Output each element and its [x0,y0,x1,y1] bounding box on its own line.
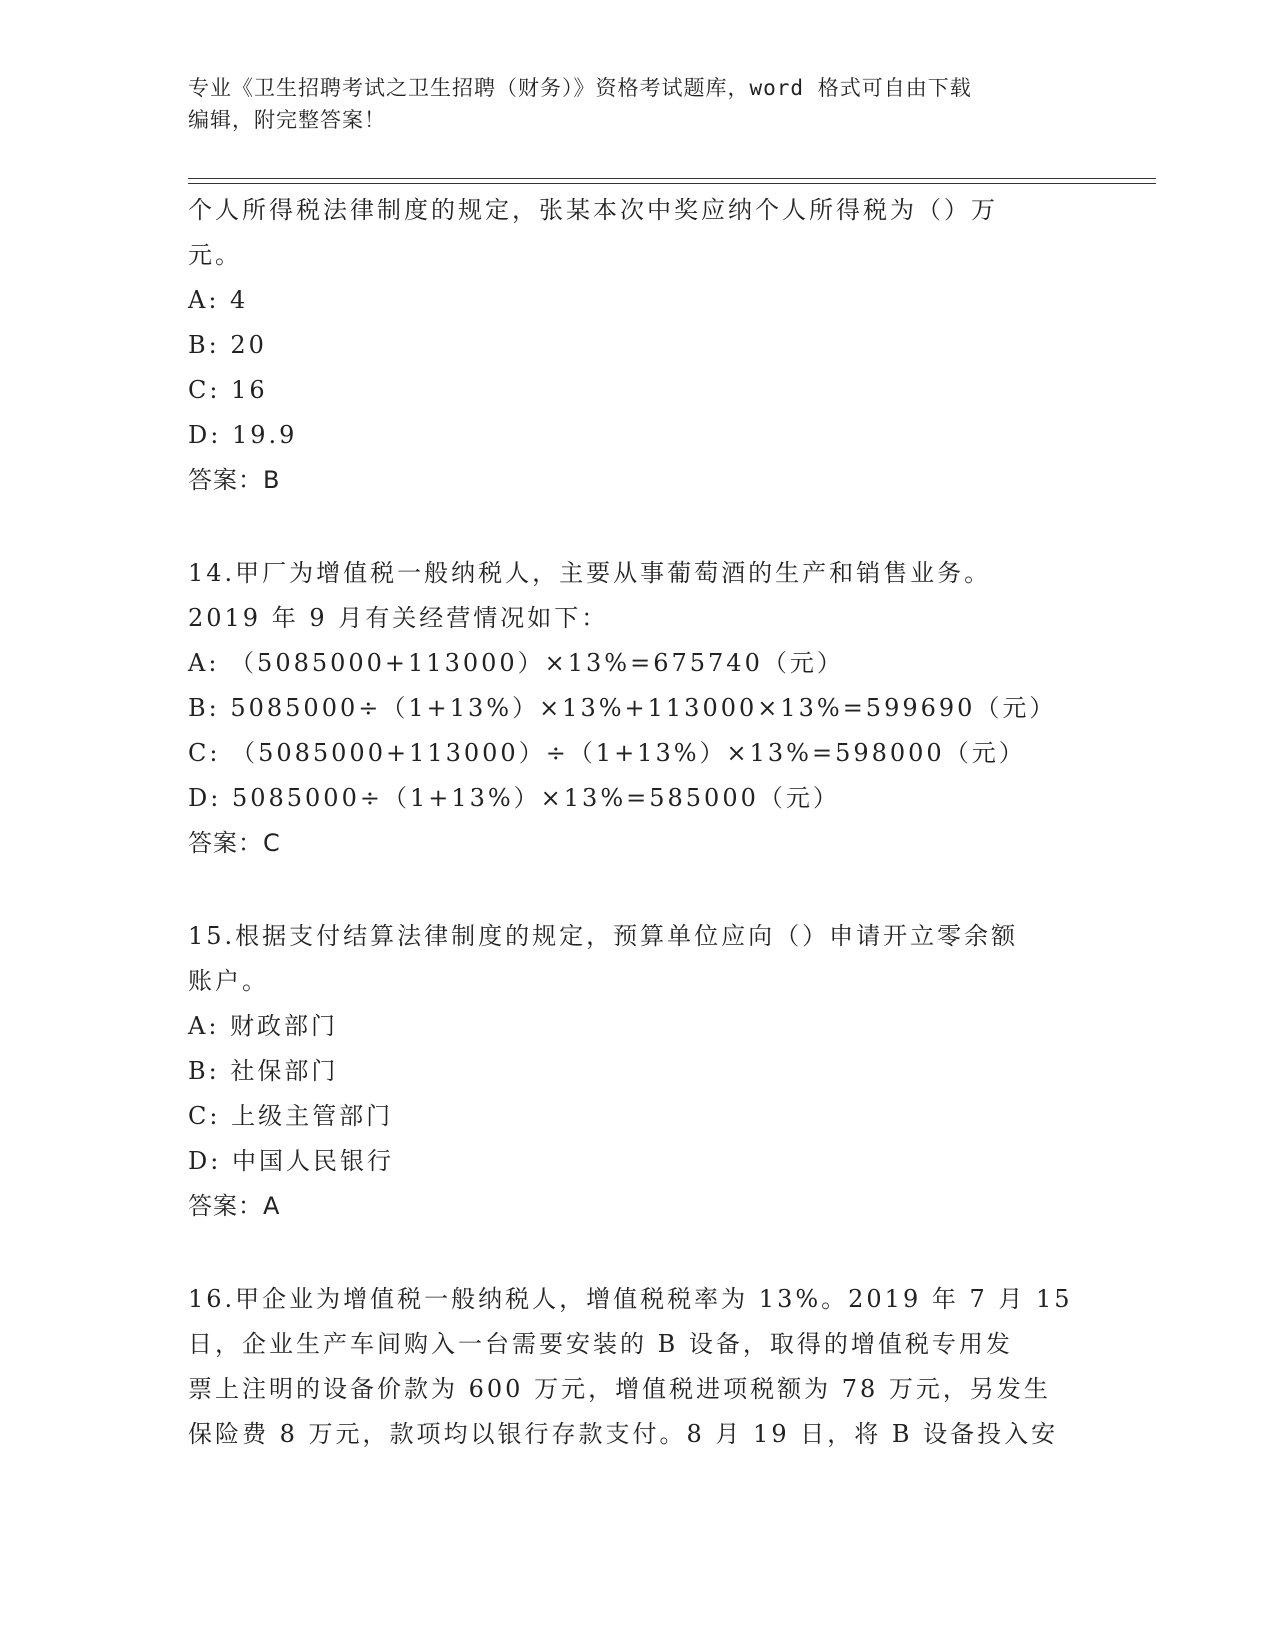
question-14 [188,551,1088,866]
document-header [188,72,1068,136]
question-stem-line: 保险费 8 万元，款项均以银行存款支付。8 月 19 日，将 B 设备投入安 [188,1420,1059,1448]
option-a: A: 4 [188,286,249,314]
header-divider-top [188,178,1156,179]
option-d: D: 19.9 [188,421,298,449]
question-stem-line: 16.甲企业为增值税一般纳税人，增值税税率为 13%。2019 年 7 月 15 [188,1285,1073,1313]
answer-line: 答案：C [188,829,281,857]
question-stem-line: 15.根据支付结算法律制度的规定，预算单位应向（）申请开立零余额 [188,922,1019,950]
question-stem-line: 14.甲厂为增值税一般纳税人，主要从事葡萄酒的生产和销售业务。 [188,559,992,587]
option-b: B: 社保部门 [188,1057,339,1085]
option-c: C: 16 [188,376,268,404]
spacer [188,866,1088,914]
answer-line: 答案：A [188,1192,281,1220]
question-stem-line: 2019 年 9 月有关经营情况如下： [188,604,609,632]
question-15 [188,914,1088,1229]
question-content [188,188,1088,1457]
spacer [188,1229,1088,1277]
option-b: B: 5085000÷（1+13%）×13%+113000×13%=599690（元） [188,694,1057,722]
question-16 [188,1277,1088,1457]
option-c: C: （5085000+113000）÷（1+13%）×13%=598000（元） [188,739,1026,767]
option-d: D: 5085000÷（1+13%）×13%=585000（元） [188,784,840,812]
question-stem-line: 个人所得税法律制度的规定，张某本次中奖应纳个人所得税为（）万 [188,196,998,224]
question-13 [188,188,1088,503]
spacer [188,503,1088,551]
header-divider-bottom [188,183,1156,184]
option-d: D: 中国人民银行 [188,1147,394,1175]
option-a: A: （5085000+113000）×13%=675740（元） [188,649,844,677]
question-stem-line: 票上注明的设备价款为 600 万元，增值税进项税额为 78 万元，另发生 [188,1375,1051,1403]
header-line-2: 编辑，附完整答案！ [188,108,386,132]
header-line-1: 专业《卫生招聘考试之卫生招聘（财务）》资格考试题库，word 格式可自由下载 [188,76,972,100]
question-stem-line: 元。 [188,241,242,269]
question-stem-line: 日，企业生产车间购入一台需要安装的 B 设备，取得的增值税专用发 [188,1330,1013,1358]
question-stem-line: 账户。 [188,967,269,995]
option-b: B: 20 [188,331,267,359]
option-a: A: 财政部门 [188,1012,339,1040]
answer-line: 答案：B [188,466,281,494]
option-c: C: 上级主管部门 [188,1102,394,1130]
